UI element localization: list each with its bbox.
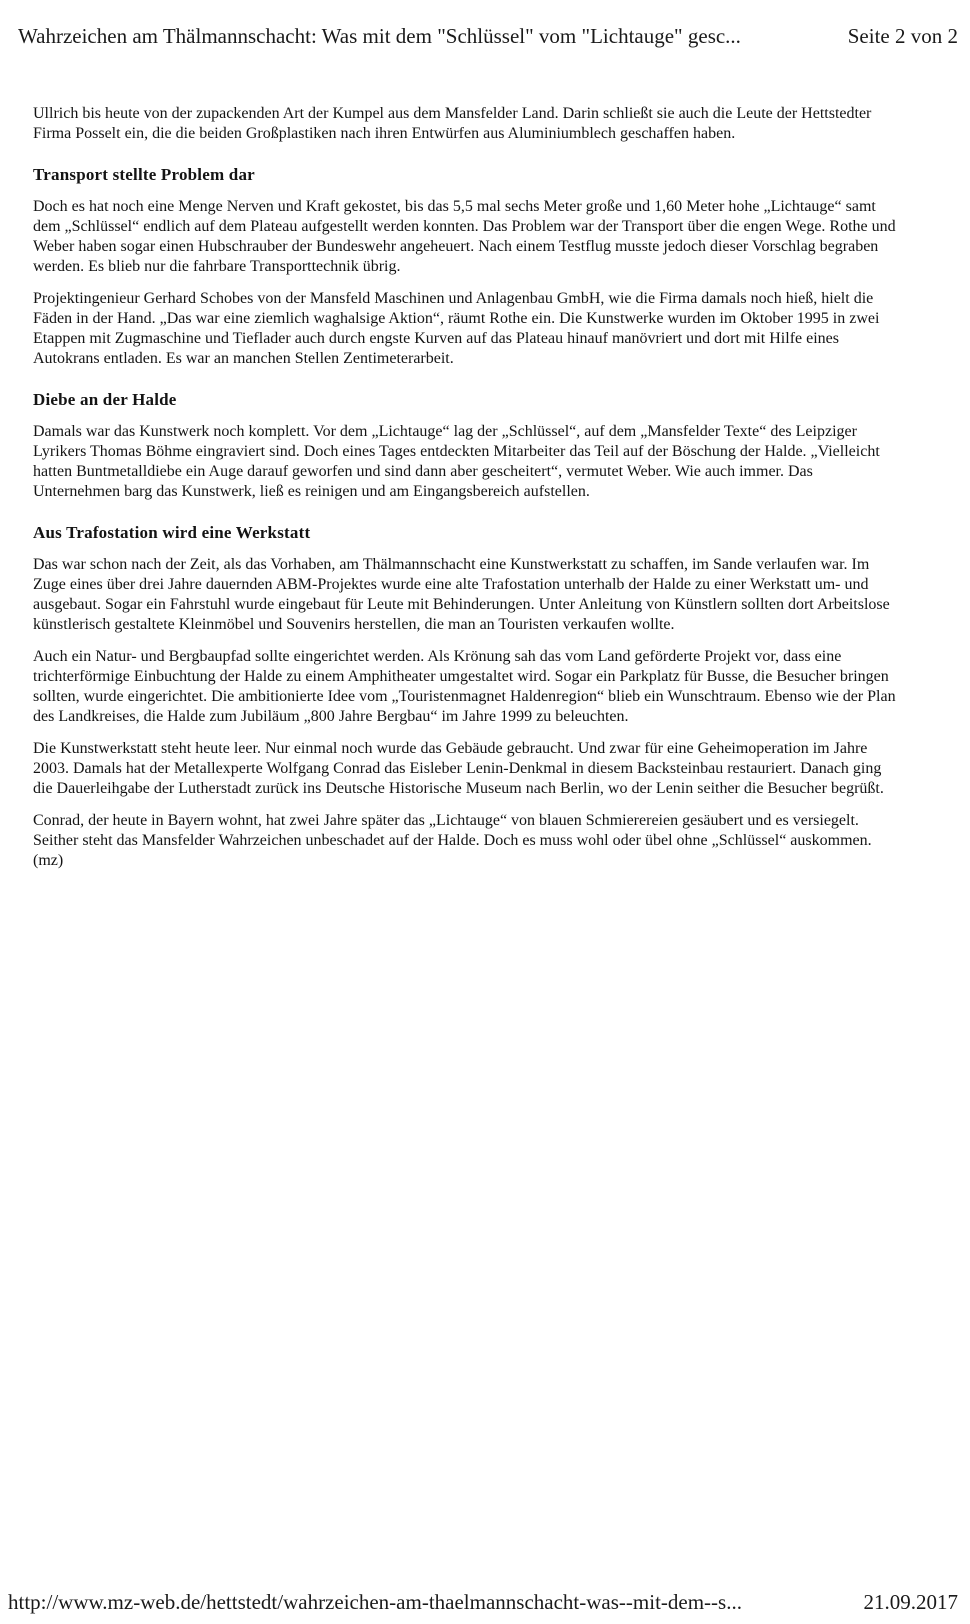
paragraph: Projektingenieur Gerhard Schobes von der Mansfeld Maschinen und Anlagenbau GmbH, wie die Firma damals noch hieß, hielt die Fäden in der Hand. „Das war eine ziemlich waghalsige Aktion“, räumt Rothe ein. Die Kunstwerke wurden im Oktober 1995 in zwei Etappen mit Zugmaschine und Tieflader auch durch engste Kurven auf das Plateau hinauf manövriert und dort mit Hilfe eines Autokrans entladen. Es war an manchen Stellen Zentimeterarbeit. xyxy=(33,290,880,367)
intro-paragraph: Ullrich bis heute von der zupackenden Art der Kumpel aus dem Mansfelder Land. Darin schließt sie auch die Leute der Hettstedter Firma Posselt ein, die die beiden Großplastiken nach ihren Entwürfen aus Aluminiumblech geschaffen haben. xyxy=(33,105,872,142)
paragraph: Conrad, der heute in Bayern wohnt, hat zwei Jahre später das „Lichtauge“ von blauen Schmierereien gesäubert und es versiegelt. Seither steht das Mansfelder Wahrzeichen unbeschadet auf der Halde. Doch es muss wohl oder übel ohne „Schlüssel“ auskommen. (mz) xyxy=(33,812,872,869)
article-body xyxy=(33,104,903,883)
section-heading-transport: Transport stellte Problem dar xyxy=(33,165,255,184)
source-url: http://www.mz-web.de/hettstedt/wahrzeichen-am-thaelmannschacht-was--mit-dem--s... xyxy=(8,1590,742,1614)
paragraph: Die Kunstwerkstatt steht heute leer. Nur einmal noch wurde das Gebäude gebraucht. Und zwar für eine Geheimoperation im Jahre 2003. Damals hat der Metallexperte Wolfgang Conrad das Eisleber Lenin-Denkmal in diesem Backsteinbau restauriert. Danach ging die Dauerleihgabe der Lutherstadt zurück ins Deutsche Historische Museum nach Berlin, wo der Lenin seither die Besucher begrüßt. xyxy=(33,740,884,797)
section-heading-diebe: Diebe an der Halde xyxy=(33,390,177,409)
print-date: 21.09.2017 xyxy=(863,1590,958,1614)
paragraph: Das war schon nach der Zeit, als das Vorhaben, am Thälmannschacht eine Kunstwerkstatt zu schaffen, im Sande verlaufen war. Im Zuge eines über drei Jahre dauernden ABM-Projektes wurde eine alte Trafostation unterhalb der Halde zu einer Werkstatt um- und ausgebaut. Sogar ein Fahrstuhl wurde eingebaut für Leute mit Behinderungen. Unter Anleitung von Künstlern sollten dort Arbeitslose künstlerisch gestaltete Kleinmöbel und Souvenirs herstellen, die man an Touristen verkaufen wollte. xyxy=(33,556,890,633)
paragraph: Damals war das Kunstwerk noch komplett. Vor dem „Lichtauge“ lag der „Schlüssel“, auf dem „Mansfelder Texte“ des Leipziger Lyrikers Thomas Böhme eingraviert sind. Doch eines Tages entdeckten Mitarbeiter das Teil auf der Böschung der Halde. „Vielleicht hatten Buntmetalldiebe ein Auge darauf geworfen und sind dann aber gescheitert“, vermutet Weber. Wie auch immer. Das Unternehmen barg das Kunstwerk, ließ es reinigen und am Eingangsbereich aufstellen. xyxy=(33,423,880,500)
paragraph: Auch ein Natur- und Bergbaupfad sollte eingerichtet werden. Als Krönung sah das vom Land geförderte Projekt vor, dass eine trichterförmige Einbuchtung der Halde zu einem Amphitheater umgestaltet wird. Sogar ein Parkplatz für Busse, die Besucher bringen sollten, wurde eingerichtet. Die ambitionierte Idee vom „Touristenmagnet Haldenregion“ blieb ein Wunschtraum. Ebenso wie der Plan des Landkreises, die Halde zum Jubiläum „800 Jahre Bergbau“ im Jahre 1999 zu beleuchten. xyxy=(33,648,896,725)
page-number: Seite 2 von 2 xyxy=(847,24,958,48)
print-header xyxy=(18,24,958,49)
paragraph: Doch es hat noch eine Menge Nerven und Kraft gekostet, bis das 5,5 mal sechs Meter große und 1,60 Meter hohe „Lichtauge“ samt dem „Schlüssel“ endlich auf dem Plateau aufgestellt werden konnten. Das Problem war der Transport über die engen Wege. Rothe und Weber haben sogar einen Hubschrauber der Bundeswehr angeheuert. Nach einem Testflug musste jedoch dieser Vorschlag begraben werden. Es blieb nur die fahrbare Transporttechnik übrig. xyxy=(33,198,896,275)
print-footer xyxy=(8,1590,958,1615)
print-page-title: Wahrzeichen am Thälmannschacht: Was mit dem "Schlüssel" vom "Lichtauge" gesc... xyxy=(18,24,741,48)
section-heading-trafostation: Aus Trafostation wird eine Werkstatt xyxy=(33,523,311,542)
